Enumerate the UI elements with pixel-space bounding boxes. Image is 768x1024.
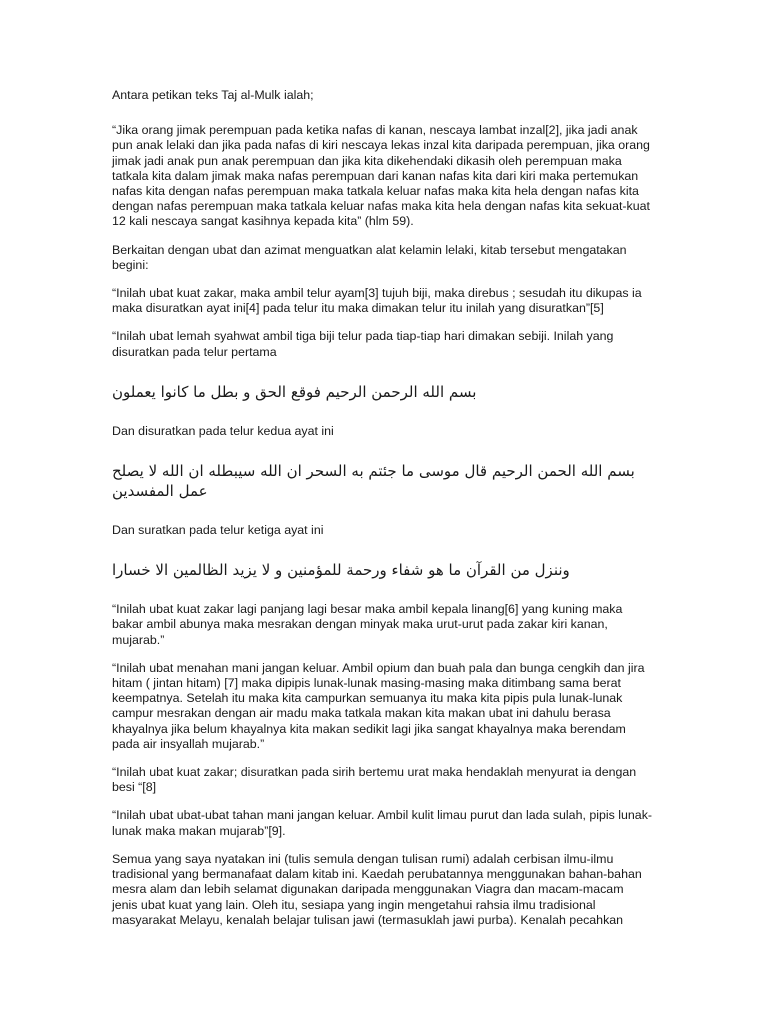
document-body: [112, 88, 652, 941]
paragraph-quote-lemah-syahwat: “Inilah ubat lemah syahwat ambil tiga biji telur pada tiap-tiap hari dimakan sebiji. Inilah yang disuratkan pada telur pertama: [112, 329, 614, 359]
paragraph-quote-limau-purut: “Inilah ubat ubat-ubat tahan mani jangan keluar. Ambil kulit limau purut dan lada sulah, pipis lunak-lunak maka makan mujarab”[9].: [112, 808, 653, 838]
arabic-verse-3: وننزل من القرآن ما هو شفاء ورحمة للمؤمنين و لا يزيد الظالمين الا خسارا: [112, 561, 570, 580]
paragraph-quote-telur-ayam: “Inilah ubat kuat zakar, maka ambil telur ayam[3] tujuh biji, maka direbus ; sesudah itu dikupas ia maka disuratkan ayat ini[4] pada telur itu maka dimakan telur itu inilah yang disuratkan”[5]: [112, 286, 642, 316]
arabic-verse-1: بسم الله الرحمن الرحيم فوقع الحق و بطل ما كانوا يعملون: [112, 382, 477, 401]
label-telur-kedua: Dan disuratkan pada telur kedua ayat ini: [112, 423, 334, 438]
paragraph-conclusion: Semua yang saya nyatakan ini (tulis semula dengan tulisan rumi) adalah cerbisan ilmu-ilmu tradisional yang bermanafaat dalam kitab ini. Kaedah perubatannya menggunakan bahan-bahan mesra alam dan lebih selamat digunakan daripada menggunakan Viagra dan macam-macam jenis ubat kuat yang lain. Oleh itu, sesiapa yang ingin mengetahui rahsia ilmu tradisional masyarakat Melayu, kenalah belajar tulisan jawi (termasuklah jawi purba). Kenalah pecahkan: [112, 851, 642, 927]
paragraph-quote-linang: “Inilah ubat kuat zakar lagi panjang lagi besar maka ambil kepala linang[6] yang kuning maka bakar ambil abunya maka mesrakan dengan minyak maka urut-urut pada zakar kiri kanan, mujarab.”: [112, 602, 623, 647]
paragraph-berkaitan: Berkaitan dengan ubat dan azimat menguatkan alat kelamin lelaki, kitab tersebut mengatakan begini:: [112, 242, 627, 272]
paragraph-quote-nafas: “Jika orang jimak perempuan pada ketika nafas di kanan, nescaya lambat inzal[2], jika jadi anak pun anak lelaki dan jika pada nafas di kiri nescaya lekas inzal kita daripada perempuan, jika orang jimak jadi anak pun anak perempuan dan jika kita dikehendaki dikasih oleh perempuan maka tatkala kita dalam jimak maka nafas perempuan dari kanan nafas kita dari kiri maka pertemukan nafas kita dengan nafas perempuan maka tatkala keluar nafas maka kita hela dengan nafas kita dengan nafas perempuan maka tatkala keluar nafas maka kita hela dengan nafas kita sekuat-kuat 12 kali nescaya sangat kasihnya kepada kita” (hlm 59).: [112, 123, 650, 229]
label-telur-ketiga: Dan suratkan pada telur ketiga ayat ini: [112, 523, 324, 538]
paragraph-intro: Antara petikan teks Taj al-Mulk ialah;: [112, 88, 314, 102]
paragraph-quote-sirih: “Inilah ubat kuat zakar; disuratkan pada sirih bertemu urat maka hendaklah menyurat ia dengan besi “[8]: [112, 765, 637, 795]
paragraph-quote-menahan-mani: “Inilah ubat menahan mani jangan keluar. Ambil opium dan buah pala dan bunga cengkih dan jira hitam ( jintan hitam) [7] maka dipipis lunak-lunak masing-masing maka ditimbang sama berat keempatnya. Setelah itu maka kita campurkan semuanya itu maka kita pipis pula lunak-lunak campur mesrakan dengan air madu maka tatkala makan kita makan ubat ini dahulu berasa khayalnya jika belum khayalnya kita makan sedikit lagi jika sangat khayalnya maka berendam pada air insyallah mujarab.”: [112, 660, 645, 751]
arabic-verse-2: بسم الله الحمن الرحيم قال موسى ما جئتم به السحر ان الله سيبطله ان الله لا يصلح عمل المفسدين: [112, 462, 635, 501]
